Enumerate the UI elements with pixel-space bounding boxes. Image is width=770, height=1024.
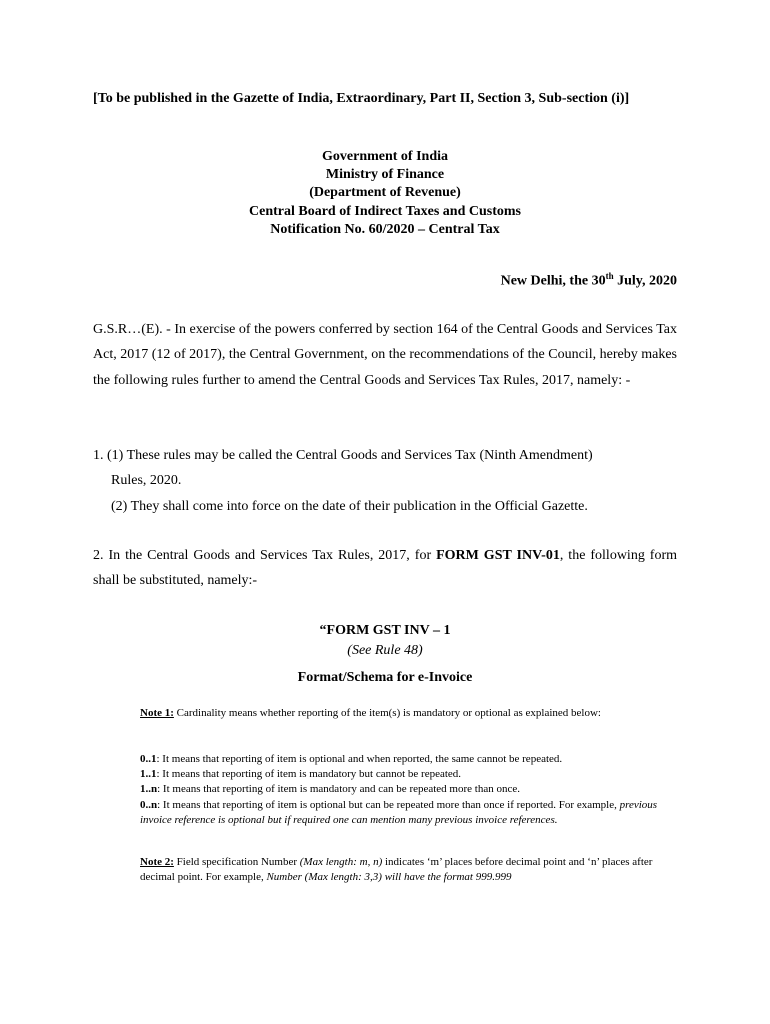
definition-code: 1..1	[140, 768, 157, 781]
rule-1-clause-1: 1. (1) These rules may be called the Central Goods and Services Tax (Ninth Amendment)	[93, 448, 593, 463]
rule-1-clause-1-cont: Rules, 2020.	[111, 473, 182, 489]
form-subtitle: (See Rule 48)	[347, 643, 423, 658]
rule-2-text-post: , the following form shall be substituted, namely:-	[93, 548, 678, 589]
issuer-department: (Department of Revenue)	[309, 185, 461, 200]
note-2-label: Note 2:	[140, 856, 174, 868]
definition-example: previous invoice reference is optional but if required one can mention many previous invoice references.	[140, 798, 658, 826]
note-1-text: Cardinality means whether reporting of the item(s) is mandatory or optional as explained below:	[173, 707, 601, 719]
rule-1	[93, 443, 677, 519]
preamble-paragraph: G.S.R…(E). - In exercise of the powers conferred by section 164 of the Central Goods and Services Tax Act, 2017 (12 of 2017), the Central Government, on the recommendations of the Council, hereby makes the following rules further to amend the Central Goods and Services Tax Rules, 2017, namely: -	[93, 322, 677, 388]
rule-2	[93, 543, 677, 594]
definition-item	[140, 767, 677, 782]
notification-number: Notification No. 60/2020 – Central Tax	[270, 222, 500, 237]
issuer-board: Central Board of Indirect Taxes and Customs	[249, 204, 521, 219]
rule-2-text-pre: 2. In the Central Goods and Services Tax Rules, 2017, for	[93, 548, 437, 563]
cardinality-definitions	[140, 752, 677, 828]
gazette-header: [To be published in the Gazette of India, Extraordinary, Part II, Section 3, Sub-section (i)]	[93, 91, 630, 106]
note-1-label: Note 1:	[140, 707, 174, 719]
date-superscript: th	[605, 271, 614, 281]
definition-code: 1..n	[140, 783, 158, 796]
issuer-ministry: Ministry of Finance	[325, 167, 445, 182]
note-1	[93, 706, 677, 721]
definition-code: 0..1	[140, 753, 157, 765]
rule-1-clause-2: (2) They shall come into force on the date of their publication in the Official Gazette.	[111, 498, 588, 514]
form-heading: Format/Schema for e-Invoice	[297, 670, 473, 685]
note-2	[140, 855, 677, 885]
note-2-text-mid: indicates ‘m’ places before decimal point and ‘n’ places after decimal point. For example,	[140, 856, 653, 884]
definition-text: : It means that reporting of item is optional and when reported, the same cannot be repeated.	[156, 753, 563, 765]
date-prefix: New Delhi, the 30	[500, 273, 606, 289]
note-2-spec: (Max length: m, n)	[299, 856, 383, 868]
note-2-example: Number (Max length: 3,3) will have the format 999.999	[266, 871, 512, 884]
note-2-text-pre: Field specification Number	[173, 856, 300, 868]
form-title: “FORM GST INV – 1	[319, 623, 451, 638]
date-suffix: July, 2020	[613, 273, 677, 289]
rule-2-form-ref: FORM GST INV-01	[436, 548, 560, 563]
issuer-government: Government of India	[322, 149, 448, 164]
notification-date	[501, 271, 677, 290]
definition-code: 0..n	[140, 798, 158, 811]
definition-item	[140, 798, 677, 828]
definition-text: : It means that reporting of item is optional but can be repeated more than once if reported. For example,	[157, 798, 620, 811]
definition-text: : It means that reporting of item is mandatory and can be repeated more than once.	[157, 783, 520, 796]
definition-text: : It means that reporting of item is mandatory but cannot be repeated.	[156, 768, 462, 781]
definition-item	[140, 782, 677, 797]
definition-item	[140, 752, 677, 767]
